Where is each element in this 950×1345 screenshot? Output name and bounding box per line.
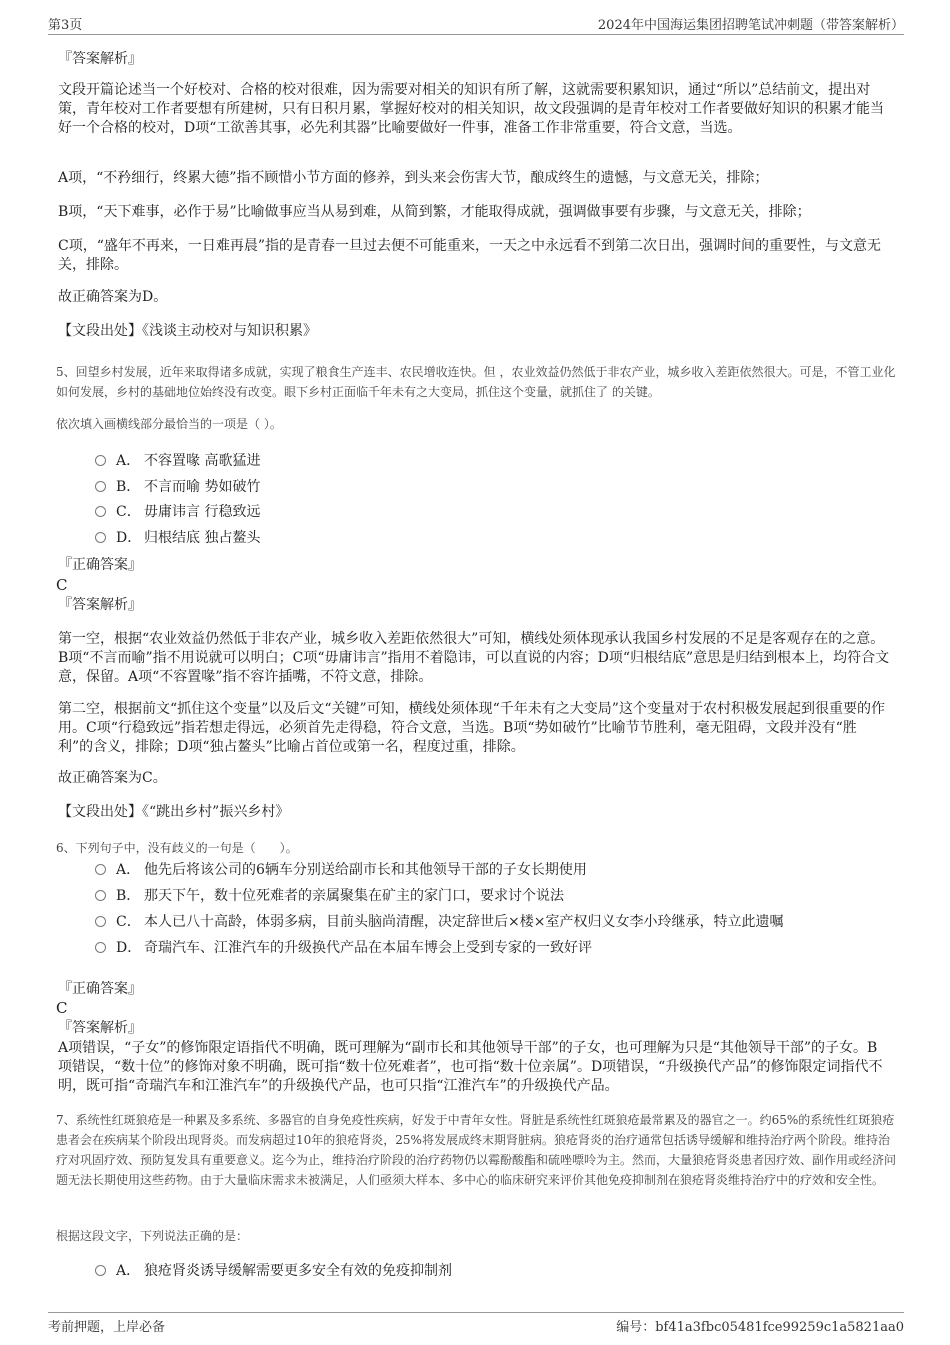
radio-icon[interactable] [95,532,106,543]
q4-analysis-label: 『答案解析』 [58,51,142,67]
q4-analysis-p3: B项，“天下难事，必作于易”比喻做事应当从易到难，从简到繁，才能取得成就，强调做事要有步骤，与文意无关，排除； [58,204,811,220]
q4-analysis-p2: A项，“不矜细行，终累大德”指不顾惜小节方面的修养，到头来会伤害大节，酿成终生的遗憾，与文意无关，排除； [58,170,769,186]
footer-slogan: 考前押题，上岸必备 [48,1320,166,1335]
radio-icon[interactable] [95,864,106,875]
q4-analysis-p4: C项，“盛年不再来，一日难再晨”指的是青春一旦过去便不可能重来，一天之中永远看不到第二次日出，强调时间的重要性，与文意无关，排除。 [58,238,882,273]
q5-stem: 5、回望乡村发展，近年来取得诸多成就，实现了粮食生产连丰、农民增收连快。但 ，农业效益仍然低于非农产业，城乡收入差距依然很大。可是，不管工业化如何发展，乡村的基础地位始终没有改变。眼下乡村正面临千年未有之大变局，抓住这个变量，就抓住了 的关键。 [56,365,896,399]
q6-option-b[interactable]: B． 那天下午，数十位死难者的亲属聚集在矿主的家门口，要求讨个说法 [95,886,564,906]
q4-conclusion: 故正确答案为D。 [58,289,168,305]
radio-icon[interactable] [95,890,106,901]
page-number: 第3页 [48,18,83,33]
q5-conclusion: 故正确答案为C。 [58,770,167,786]
q4-analysis-p1: 文段开篇论述当一个好校对、合格的校对很难，因为需要对相关的知识有所了解，这就需要积累知识，通过“所以”总结前文，提出对策，青年校对工作者要想有所建树，只有日积月累，掌握好校对的相关知识，故文段强调的是青年校对工作者要做好知识的积累才能当好一个合格的校对，D项“工欲善其事，必先利其器”比喻要做好一件事，准备工作非常重要，符合文意，当选。 [58,82,884,136]
q5-option-c[interactable]: C． 毋庸讳言 行稳致远 [95,502,260,522]
q5-prompt: 依次填入画横线部分最恰当的一项是（ ）。 [56,417,282,431]
page-header [48,14,904,35]
q7-prompt: 根据这段文字，下列说法正确的是： [56,1229,249,1243]
document-title: 2024年中国海运集团招聘笔试冲刺题（带答案解析） [597,18,904,33]
q6-option-a[interactable]: A． 他先后将该公司的6辆车分别送给副市长和其他领导干部的子女长期使用 [95,860,587,880]
q5-answer: C [56,576,68,594]
radio-icon[interactable] [95,455,106,466]
radio-icon[interactable] [95,481,106,492]
q7-stem: 7、系统性红斑狼疮是一种累及多系统、多器官的自身免疫性疾病，好发于中青年女性。肾脏是系统性红斑狼疮最常累及的器官之一。约65%的系统性红斑狼疮患者会在疾病某个阶段出现肾炎。而发病超过10年的狼疮肾炎，25%将发展成终末期肾脏病。狼疮肾炎的治疗通常包括诱导缓解和维持治疗两个阶段。维持治疗对巩固疗效、预防复发具有重要意义。迄今为止，维持治疗阶段的治疗药物仍以霉酚酸酯和硫唑嘌呤为主。然而，大量狼疮肾炎患者因疗效、副作用或经济问题无法长期使用这些药物。由于大量临床需求未被满足，人们亟须大样本、多中心的临床研究来评价其他免疫抑制剂在狼疮肾炎维持治疗中的疗效和安全性。 [56,1113,897,1187]
q5-option-a[interactable]: A． 不容置喙 高歌猛进 [95,451,260,471]
q5-analysis-label: 『答案解析』 [58,597,142,613]
document-id: 编号：bf41a3fbc05481fce99259c1a5821aa0 [616,1320,904,1335]
q6-answer: C [56,999,68,1017]
q6-answer-label: 『正确答案』 [58,981,142,997]
q6-stem: 6、下列句子中，没有歧义的一句是（ ）。 [56,841,298,855]
q5-analysis-p1: 第一空，根据“农业效益仍然低于非农产业，城乡收入差距依然很大”可知，横线处须体现承认我国乡村发展的不足是客观存在的之意。B项“不言而喻”指不用说就可以明白；C项“毋庸讳言”指用不着隐讳，可以直说的内容；D项“归根结底”意思是归结到根本上，均符合文意，保留。A项“不容置喙”指不容许插嘴，不符文意，排除。 [58,631,890,685]
radio-icon[interactable] [95,506,106,517]
q5-option-b[interactable]: B． 不言而喻 势如破竹 [95,477,260,497]
q7-option-a[interactable]: A． 狼疮肾炎诱导缓解需要更多安全有效的免疫抑制剂 [95,1261,452,1281]
q5-option-d[interactable]: D． 归根结底 独占鳌头 [95,528,260,548]
q6-option-c[interactable]: C． 本人已八十高龄，体弱多病，目前头脑尚清醒，决定辞世后×楼×室产权归义女李小玲继承，特立此遗嘱 [95,912,783,932]
q5-answer-label: 『正确答案』 [58,557,142,573]
page-footer [48,1312,904,1335]
q4-source: 【文段出处】《浅谈主动校对与知识积累》 [58,323,317,339]
q6-option-d[interactable]: D． 奇瑞汽车、江淮汽车的升级换代产品在本届车博会上受到专家的一致好评 [95,938,592,958]
q6-analysis-p1: A项错误，“子女”的修饰限定语指代不明确，既可理解为“副市长和其他领导干部”的子女，也可理解为只是“其他领导干部”的子女。B项错误，“数十位”的修饰对象不明确，既可指“数十位死难者”，也可指“数十位亲属”。D项错误，“升级换代产品”的修饰限定词指代不明，既可指“奇瑞汽车和江淮汽车”的升级换代产品，也可只指“江淮汽车”的升级换代产品。 [58,1040,883,1094]
q5-analysis-p2: 第二空，根据前文“抓住这个变量”以及后文“关键”可知，横线处须体现“千年未有之大变局”这个变量对于农村积极发展起到很重要的作用。C项“行稳致远”指若想走得远，必须首先走得稳，符合文意，当选。B项“势如破竹”比喻节节胜利，毫无阻碍，文段并没有“胜利”的含义，排除；D项“独占鳌头”比喻占首位或第一名，程度过重，排除。 [58,701,885,755]
radio-icon[interactable] [95,942,106,953]
q5-source: 【文段出处】《“跳出乡村”振兴乡村》 [58,804,290,820]
q6-analysis-label: 『答案解析』 [58,1020,142,1036]
radio-icon[interactable] [95,1265,106,1276]
radio-icon[interactable] [95,916,106,927]
